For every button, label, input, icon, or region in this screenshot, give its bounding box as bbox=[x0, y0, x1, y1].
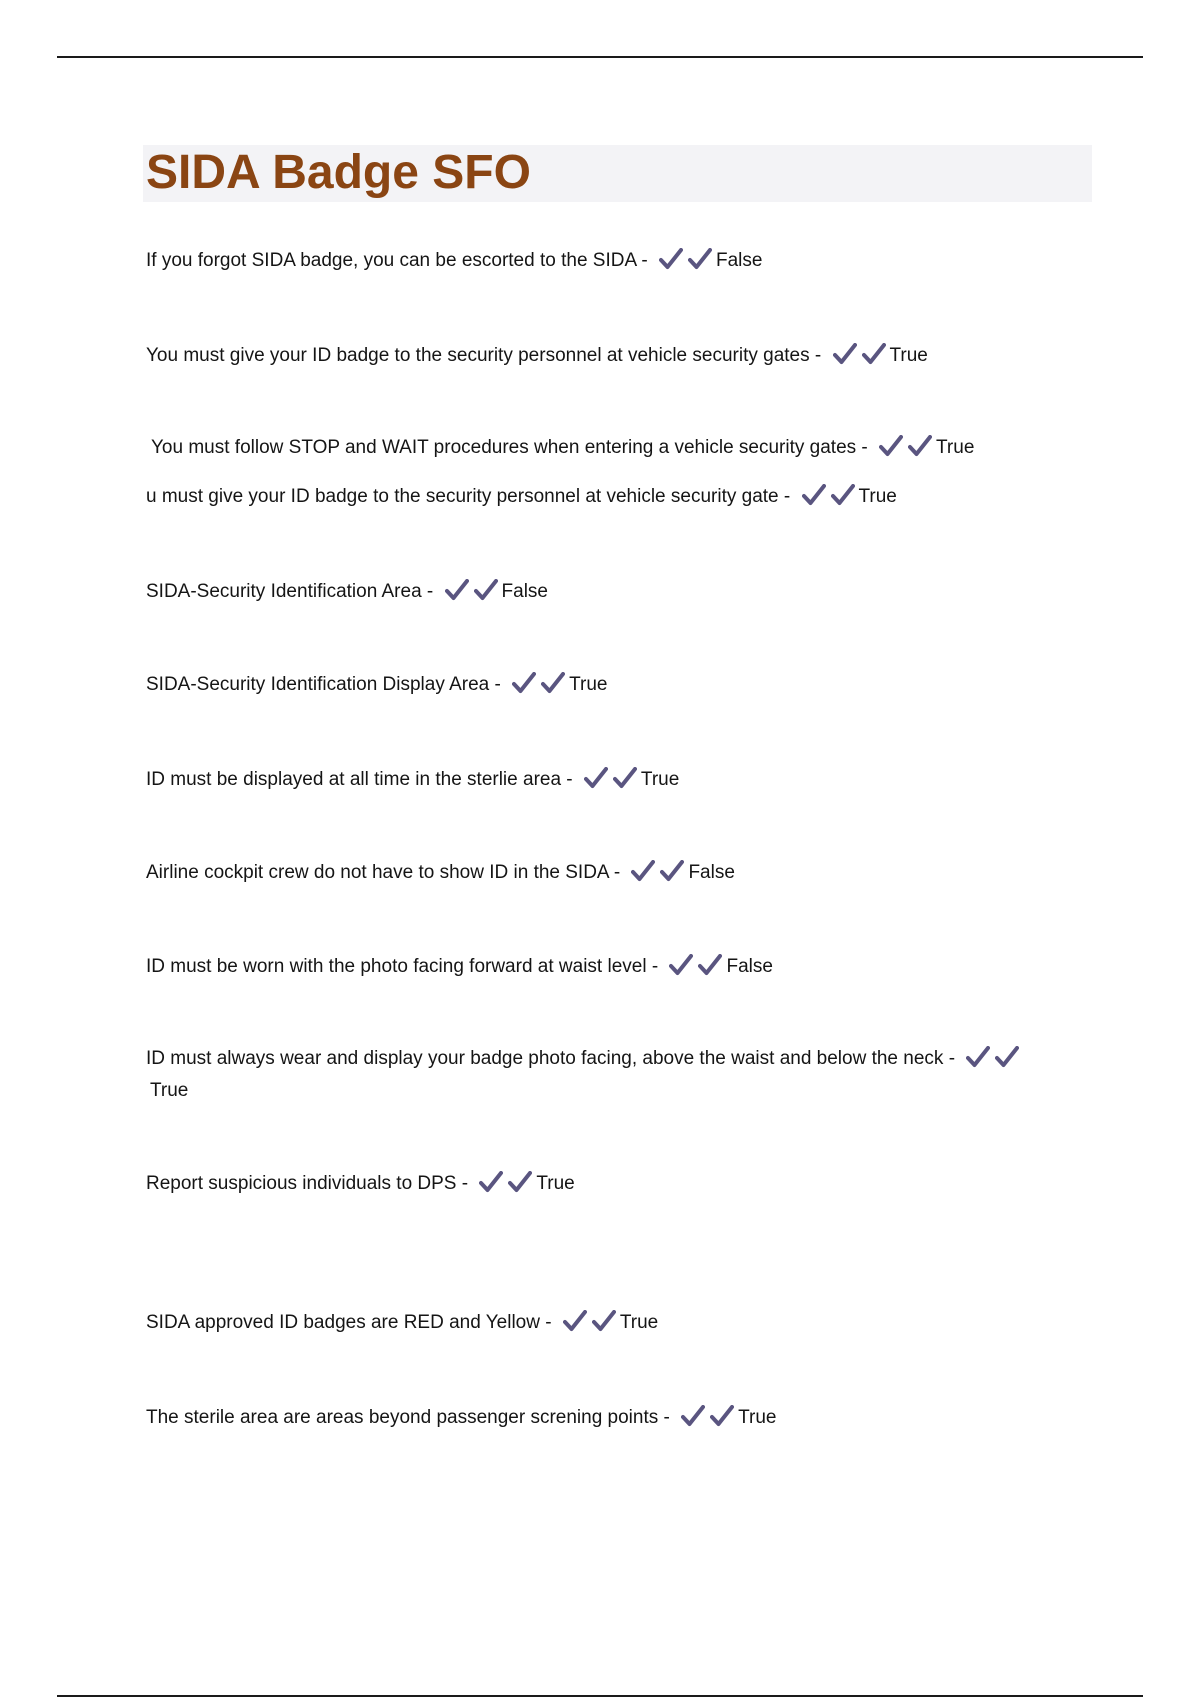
check-mark-icon bbox=[966, 1046, 990, 1068]
check-mark-icon bbox=[474, 579, 498, 601]
check-mark-icon bbox=[681, 1405, 705, 1427]
check-mark-icon bbox=[508, 1171, 532, 1193]
qa-item bbox=[146, 245, 762, 277]
check-mark-icon bbox=[660, 860, 684, 882]
check-mark-icon bbox=[862, 343, 886, 365]
check-mark-icon bbox=[541, 672, 565, 694]
question-text: SIDA-Security Identification Area - bbox=[146, 581, 434, 602]
question-text: ID must be displayed at all time in the sterlie area - bbox=[146, 769, 573, 790]
check-mark-icon bbox=[584, 767, 608, 789]
check-mark-icon bbox=[479, 1171, 503, 1193]
answer-text: True bbox=[936, 437, 975, 458]
qa-item bbox=[146, 1307, 658, 1339]
answer-text: True bbox=[640, 769, 680, 790]
qa-item bbox=[151, 432, 974, 464]
answer-text: False bbox=[726, 956, 773, 977]
bottom-rule bbox=[57, 1695, 1143, 1697]
check-mark-icon bbox=[445, 579, 469, 601]
check-mark-icon bbox=[879, 435, 903, 457]
check-mark-icon bbox=[995, 1046, 1019, 1068]
answer-text: False bbox=[501, 581, 548, 602]
qa-item bbox=[146, 951, 773, 983]
question-text: SIDA-Security Identification Display Area - bbox=[146, 674, 501, 695]
check-mark-icon bbox=[688, 248, 712, 270]
qa-item bbox=[146, 576, 548, 608]
check-mark-icon bbox=[631, 860, 655, 882]
question-text: ID must always wear and display your badge photo facing, above the waist and below the neck - bbox=[146, 1048, 956, 1069]
question-text: ID must be worn with the photo facing forward at waist level - bbox=[146, 956, 659, 977]
answer-text: True bbox=[738, 1407, 777, 1428]
check-mark-icon bbox=[613, 767, 637, 789]
answer-text: True bbox=[569, 674, 608, 695]
question-text: The sterile area are areas beyond passenger screning points - bbox=[146, 1407, 670, 1428]
question-text: SIDA approved ID badges are RED and Yellow - bbox=[146, 1312, 552, 1333]
check-mark-icon bbox=[908, 435, 932, 457]
qa-item bbox=[146, 481, 897, 513]
question-text: If you forgot SIDA badge, you can be escorted to the SIDA - bbox=[146, 250, 648, 271]
check-mark-icon bbox=[710, 1405, 734, 1427]
qa-item bbox=[146, 669, 607, 701]
check-mark-icon bbox=[669, 954, 693, 976]
check-mark-icon bbox=[802, 484, 826, 506]
question-text: u must give your ID badge to the security personnel at vehicle security gate - bbox=[146, 486, 791, 507]
question-text: You must follow STOP and WAIT procedures when entering a vehicle security gates - bbox=[151, 437, 868, 458]
qa-item bbox=[146, 340, 928, 372]
check-mark-icon bbox=[698, 954, 722, 976]
qa-item bbox=[146, 1043, 1046, 1107]
qa-item bbox=[146, 1168, 575, 1200]
check-mark-icon bbox=[592, 1310, 616, 1332]
check-mark-icon bbox=[563, 1310, 587, 1332]
answer-text: True bbox=[858, 486, 897, 507]
page-title: SIDA Badge SFO bbox=[146, 146, 531, 199]
question-text: You must give your ID badge to the security personnel at vehicle security gates - bbox=[146, 345, 822, 366]
question-text: Report suspicious individuals to DPS - bbox=[146, 1173, 469, 1194]
top-rule bbox=[57, 56, 1143, 58]
answer-text: True bbox=[889, 345, 928, 366]
qa-item bbox=[146, 764, 679, 796]
qa-item bbox=[146, 1402, 777, 1434]
check-mark-icon bbox=[512, 672, 536, 694]
answer-text: False bbox=[688, 862, 735, 883]
check-mark-icon bbox=[833, 343, 857, 365]
check-mark-icon bbox=[831, 484, 855, 506]
answer-text: True bbox=[619, 1312, 659, 1333]
check-mark-icon bbox=[659, 248, 683, 270]
answer-text: True bbox=[150, 1080, 189, 1101]
qa-item bbox=[146, 857, 735, 889]
question-text: Airline cockpit crew do not have to show ID in the SIDA - bbox=[146, 862, 621, 883]
answer-text: True bbox=[536, 1173, 575, 1194]
answer-text: False bbox=[715, 250, 763, 271]
